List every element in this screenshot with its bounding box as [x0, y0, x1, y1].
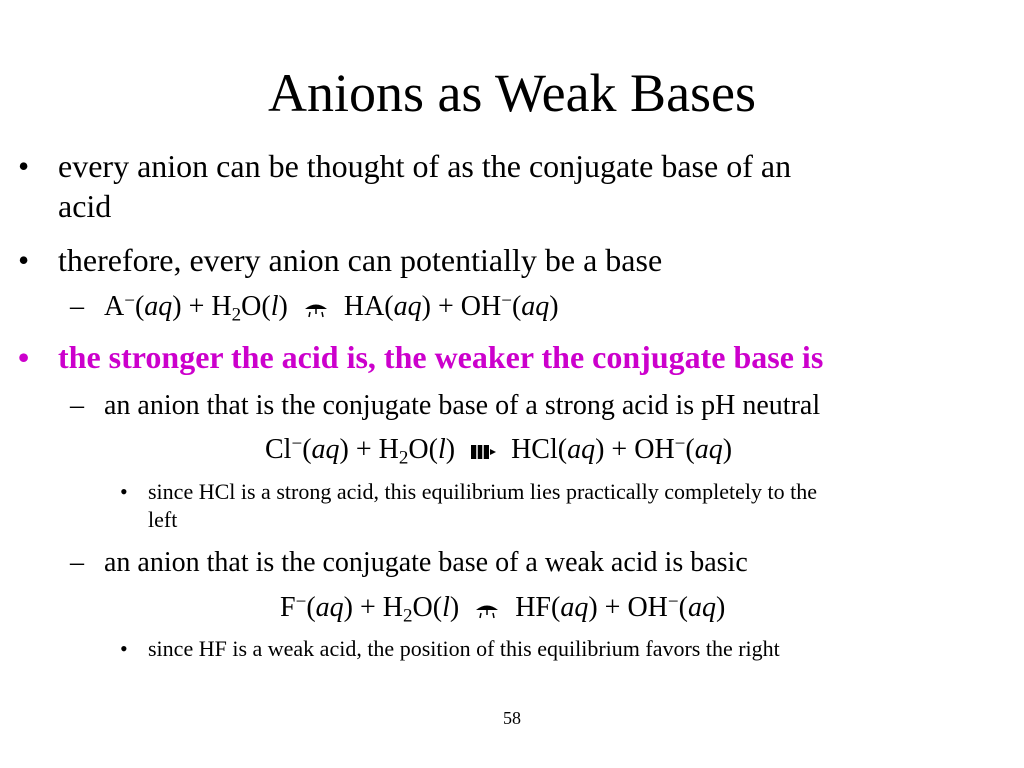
page-number: 58 — [503, 708, 521, 728]
equation-3 — [280, 591, 725, 625]
phase-aq: aq — [521, 291, 550, 322]
acid-symbol: HCl — [511, 434, 558, 465]
paren: ) — [449, 592, 460, 623]
bullet-marker: • — [120, 636, 128, 661]
bullet-marker: • — [18, 148, 30, 184]
phase-aq: aq — [694, 434, 723, 465]
water-h: H — [378, 434, 399, 465]
water-o: O — [412, 592, 433, 623]
plus-sign: + — [437, 291, 454, 322]
equation-1 — [104, 290, 559, 324]
phase-l: l — [437, 434, 446, 465]
phase-aq: aq — [567, 434, 596, 465]
sub-text: an anion that is the conjugate base of a weak acid is basic — [104, 547, 748, 578]
water-o: O — [408, 434, 429, 465]
anion-symbol: Cl — [265, 434, 292, 465]
phase-aq: aq — [687, 592, 716, 623]
phase-l: l — [270, 291, 279, 322]
dash-marker: – — [70, 390, 84, 421]
paren: ) — [722, 434, 733, 465]
charge: − — [295, 591, 307, 613]
note-text-line-1: since HCl is a strong acid, this equilibrium lies practically completely to the — [148, 479, 818, 504]
charge: − — [674, 433, 686, 455]
paren: ( — [557, 434, 568, 465]
phase-aq: aq — [144, 291, 173, 322]
equation-2 — [265, 433, 732, 467]
phase-aq: aq — [560, 592, 589, 623]
paren: ( — [428, 434, 438, 465]
acid-symbol: HF — [515, 592, 551, 623]
anion-symbol: F — [280, 592, 296, 623]
paren: ) — [549, 291, 559, 322]
water-h: H — [382, 592, 403, 623]
bullet-text-line-1: every anion can be thought of as the conjugate base of an — [58, 148, 792, 184]
sub-text: an anion that is the conjugate base of a strong acid is pH neutral — [104, 390, 821, 421]
bullet-text-line-2: acid — [58, 188, 112, 224]
charge: − — [501, 290, 512, 312]
water-subscript: 2 — [231, 304, 242, 326]
charge: − — [124, 290, 135, 312]
dash-marker: – — [70, 291, 84, 322]
note-text: since HF is a weak acid, the position of this equilibrium favors the right — [148, 636, 780, 661]
paren: ( — [306, 592, 316, 623]
paren: ) — [278, 291, 288, 322]
acid-symbol: HA — [343, 291, 385, 322]
water-subscript: 2 — [403, 605, 413, 627]
paren: ) — [595, 434, 605, 465]
plus-sign: + — [604, 592, 621, 623]
paren: ( — [511, 291, 522, 322]
paren: ) — [588, 592, 598, 623]
paren: ) — [343, 592, 353, 623]
plus-sign: + — [611, 434, 628, 465]
bullet-marker: • — [18, 339, 30, 375]
charge: − — [667, 591, 679, 613]
paren: ( — [261, 291, 271, 322]
water-subscript: 2 — [398, 447, 409, 469]
paren: ( — [678, 592, 688, 623]
equilibrium-arrow-icon — [301, 298, 331, 320]
bullet-marker: • — [120, 479, 128, 504]
plus-sign: + — [188, 291, 205, 322]
paren: ( — [302, 434, 312, 465]
anion-symbol: A — [104, 291, 125, 322]
paren: ( — [685, 434, 695, 465]
plus-sign: + — [359, 592, 376, 623]
water-h: H — [211, 291, 232, 322]
phase-aq: aq — [315, 592, 344, 623]
paren: ( — [134, 291, 145, 322]
phase-aq: aq — [311, 434, 340, 465]
bullet-text-highlight: the stronger the acid is, the weaker the conjugate base is — [58, 339, 824, 375]
hydroxide-symbol: OH — [634, 434, 675, 465]
page-title: Anions as Weak Bases — [267, 63, 757, 123]
paren: ( — [550, 592, 561, 623]
hydroxide-symbol: OH — [627, 592, 668, 623]
paren: ) — [715, 592, 726, 623]
paren: ) — [445, 434, 456, 465]
plus-sign: + — [355, 434, 372, 465]
hydroxide-symbol: OH — [460, 291, 502, 322]
forward-arrow-icon — [468, 441, 498, 463]
bullet-text: therefore, every anion can potentially be a base — [58, 242, 663, 278]
bullet-marker: • — [18, 242, 30, 278]
paren: ) — [339, 434, 349, 465]
charge: − — [291, 433, 303, 455]
paren: ) — [421, 291, 431, 322]
note-text-line-2: left — [148, 507, 178, 532]
water-o: O — [241, 291, 262, 322]
equilibrium-arrow-icon — [472, 599, 502, 621]
paren: ( — [384, 291, 394, 322]
paren: ( — [432, 592, 443, 623]
phase-aq: aq — [393, 291, 422, 322]
paren: ) — [172, 291, 182, 322]
dash-marker: – — [70, 547, 84, 578]
phase-l: l — [442, 592, 450, 623]
